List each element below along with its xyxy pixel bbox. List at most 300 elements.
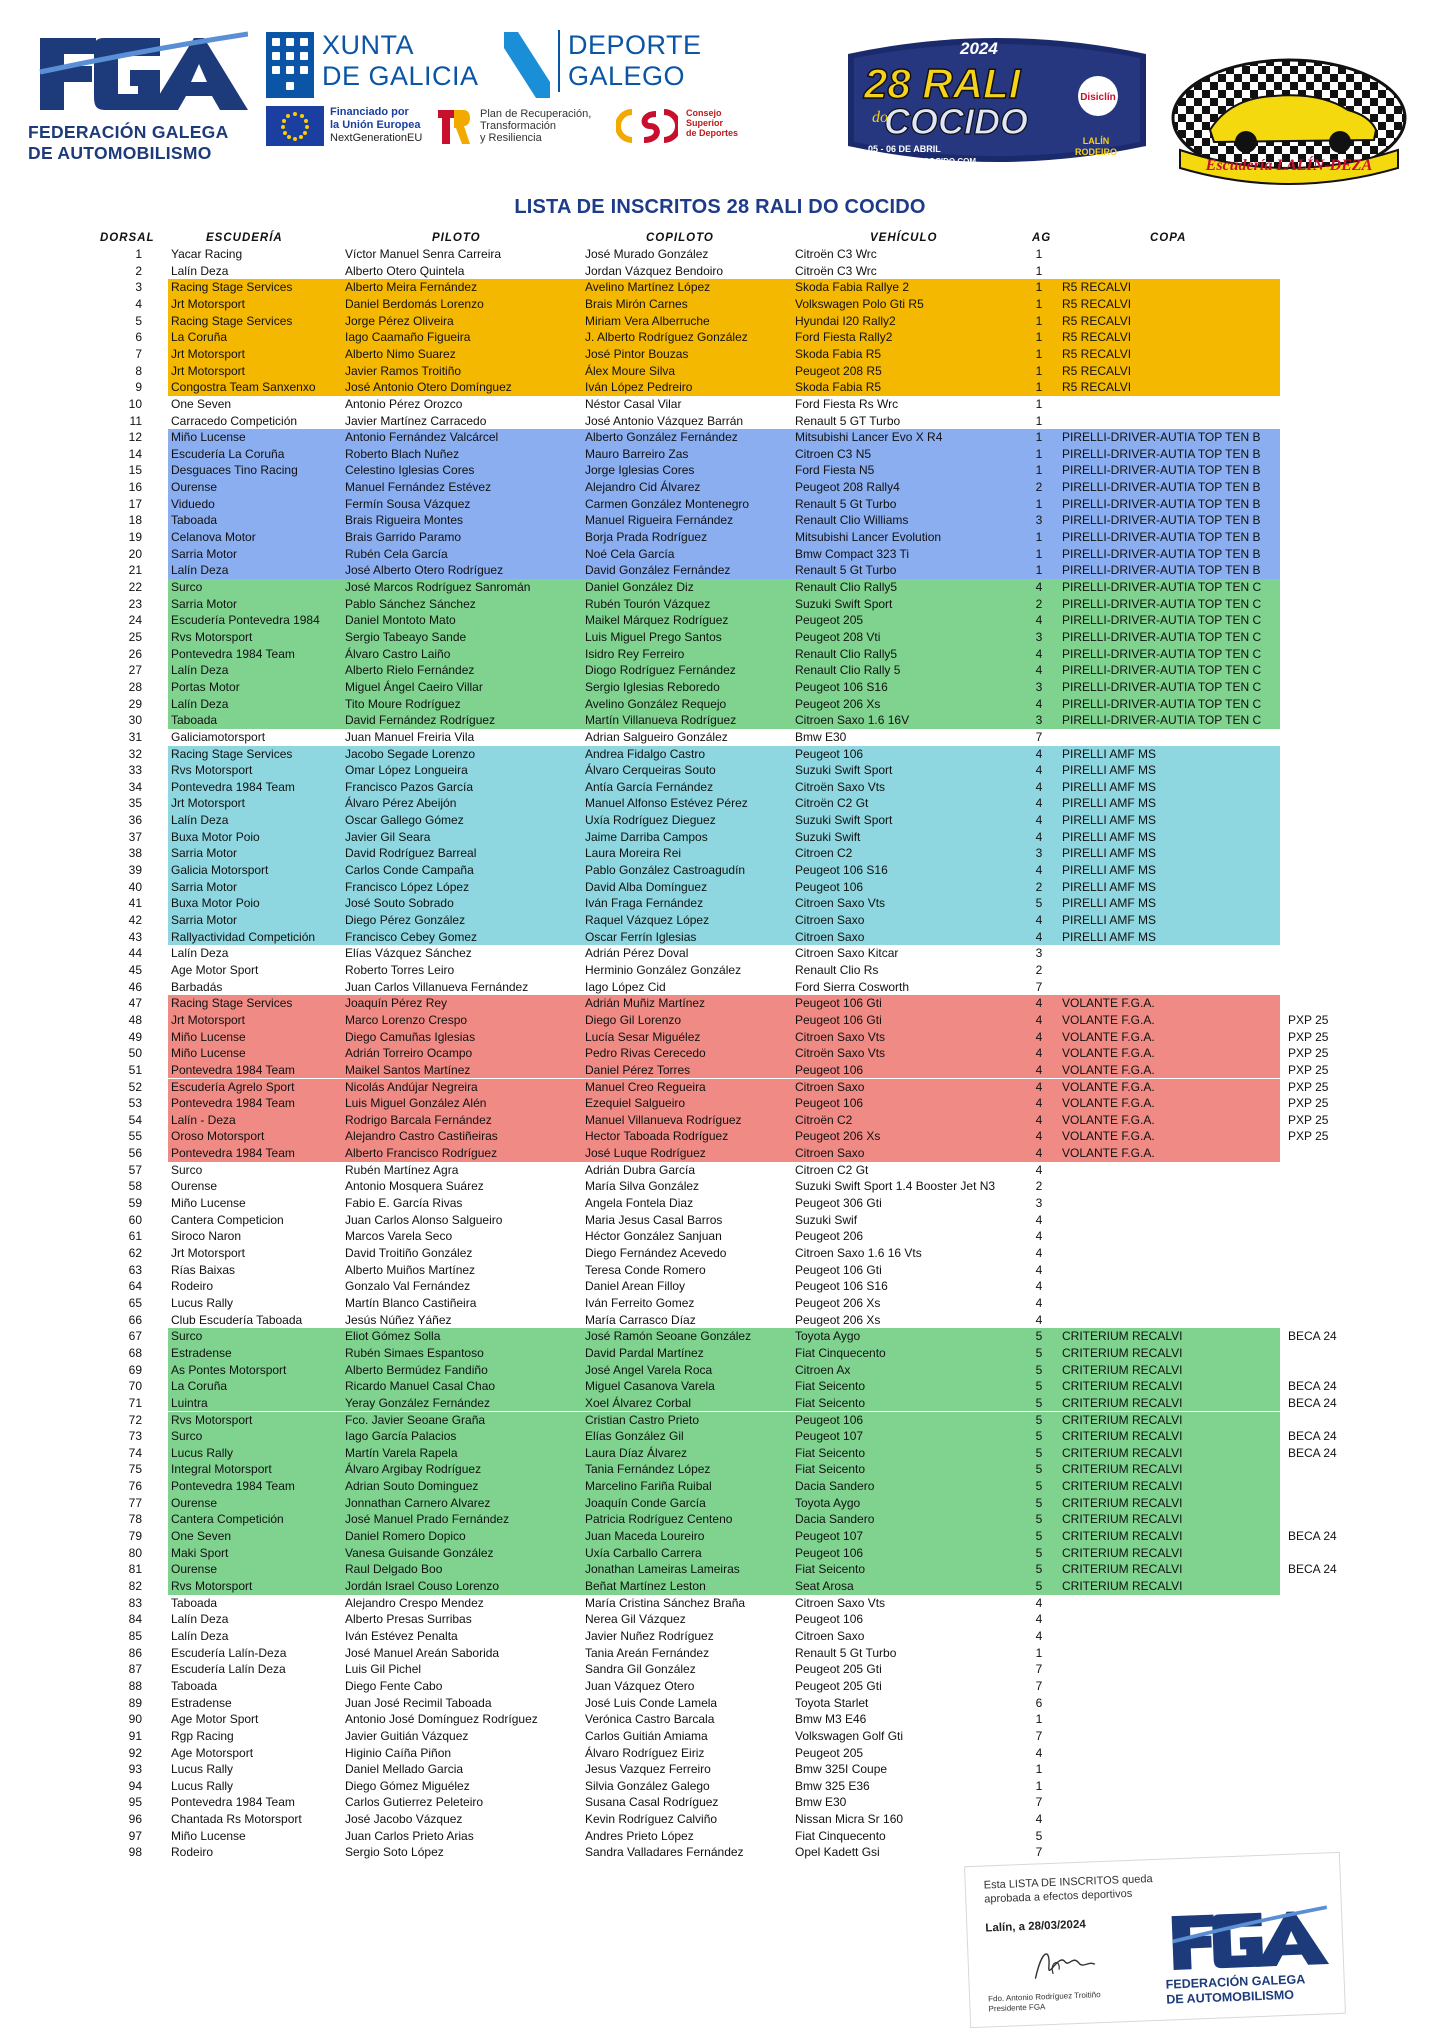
cell-dorsal: 58 — [128, 1179, 142, 1194]
cell-vehiculo: Fiat Seicento — [795, 1379, 866, 1394]
cell-escuderia: Portas Motor — [171, 679, 240, 694]
cell-piloto: David Troitiño González — [345, 1246, 473, 1260]
cell-vehiculo: Volkswagen Polo Gti R5 — [795, 296, 924, 311]
cell-ag: 1 — [1035, 413, 1043, 428]
cell-piloto: Francisco Pazos García — [345, 779, 474, 794]
cell-copiloto: Avelino Martínez López — [585, 280, 711, 295]
cell-copiloto: Laura Díaz Álvarez — [585, 1445, 688, 1460]
cell-escuderia: Pontevedra 1984 Team — [171, 646, 295, 661]
cell-copa: CRITERIUM RECALVI — [1062, 1429, 1183, 1444]
cell-copa: VOLANTE F.G.A. — [1062, 1146, 1155, 1161]
cell-vehiculo: Bmw Compact 323 Ti — [795, 546, 910, 561]
cell-copiloto: Álvaro Rodríguez Eiriz — [585, 1745, 705, 1760]
cell-dorsal: 30 — [128, 713, 142, 728]
cell-copiloto: Tania Areán Fernández — [585, 1645, 710, 1660]
table-row — [0, 829, 1440, 846]
cell-escuderia: Lalín Deza — [171, 263, 229, 278]
table-row — [0, 1395, 1440, 1412]
cell-copiloto: Carmen González Montenegro — [585, 496, 750, 511]
cell-piloto: Iván Estévez Penalta — [345, 1628, 458, 1643]
cell-escuderia: Congostra Team Sanxenxo — [171, 380, 316, 395]
cell-vehiculo: Peugeot 206 Xs — [795, 1312, 881, 1327]
cell-escuderia: Pontevedra 1984 Team — [171, 1479, 295, 1494]
cell-copa: CRITERIUM RECALVI — [1062, 1329, 1183, 1344]
cell-dorsal: 12 — [128, 430, 142, 445]
cell-ag: 4 — [1035, 1229, 1043, 1244]
cell-copiloto: Cristian Castro Prieto — [585, 1412, 700, 1427]
table-row — [0, 1745, 1440, 1762]
cell-vehiculo: Bmw 325 E36 — [795, 1778, 870, 1793]
cell-escuderia: Rvs Motorsport — [171, 1579, 253, 1593]
cell-dorsal: 1 — [135, 247, 142, 261]
cell-dorsal: 54 — [128, 1112, 142, 1127]
cell-dorsal: 63 — [128, 1262, 142, 1277]
cell-ag: 4 — [1035, 646, 1043, 661]
cell-vehiculo: Suzuki Swift Sport 1.4 Booster Jet N3 — [795, 1179, 996, 1194]
cell-ag: 3 — [1035, 846, 1043, 861]
cell-extra: BECA 24 — [1288, 1562, 1337, 1577]
cell-vehiculo: Renault Clio Williams — [795, 513, 909, 528]
cell-vehiculo: Peugeot 107 — [795, 1529, 864, 1544]
table-row — [0, 1012, 1440, 1029]
xunta-logo-block — [266, 30, 766, 150]
cell-ag: 4 — [1035, 663, 1043, 678]
cell-escuderia: Sarria Motor — [171, 913, 238, 927]
table-row — [0, 746, 1440, 763]
cell-piloto: Francisco Cebey Gomez — [345, 929, 478, 944]
cell-escuderia: Lucus Rally — [171, 1295, 234, 1310]
cell-piloto: Nicolás Andújar Negreira — [345, 1079, 478, 1094]
cell-piloto: Omar López Longueira — [345, 763, 468, 778]
cell-vehiculo: Peugeot 106 — [795, 746, 864, 761]
rali-sponsor: Disiclín — [1080, 92, 1116, 103]
cell-dorsal: 76 — [128, 1479, 142, 1494]
cell-dorsal: 92 — [128, 1745, 142, 1760]
cell-dorsal: 91 — [128, 1728, 142, 1743]
cell-ag: 4 — [1035, 829, 1043, 844]
cell-dorsal: 36 — [128, 813, 142, 828]
cell-vehiculo: Citroen Saxo — [795, 1146, 865, 1161]
cell-copiloto: Diego Fernández Acevedo — [585, 1246, 727, 1260]
cell-dorsal: 32 — [128, 746, 142, 761]
cell-vehiculo: Peugeot 106 S16 — [795, 863, 888, 878]
table-row — [0, 413, 1440, 430]
table-row — [0, 379, 1440, 396]
cell-vehiculo: Ford Fiesta N5 — [795, 463, 875, 478]
cell-vehiculo: Nissan Micra Sr 160 — [795, 1812, 904, 1827]
cell-escuderia: Escudería Lalín Deza — [171, 1662, 286, 1677]
cell-piloto: Oscar Gallego Gómez — [345, 813, 464, 828]
cell-escuderia: Desguaces Tino Racing — [171, 463, 298, 478]
cell-copa: VOLANTE F.G.A. — [1062, 996, 1155, 1011]
table-row — [0, 596, 1440, 613]
table-row — [0, 629, 1440, 646]
table-row — [0, 1079, 1440, 1096]
cell-copiloto: Jordan Vázquez Bendoiro — [585, 263, 724, 278]
cell-copiloto: Adrian Salgueiro González — [585, 729, 728, 744]
stamp-fga-line1: FEDERACIÓN GALEGA — [1165, 1972, 1306, 1992]
cell-copiloto: Carlos Guitián Amiama — [585, 1728, 708, 1743]
table-row — [0, 1195, 1440, 1212]
cell-vehiculo: Suzuki Swif — [795, 1212, 858, 1227]
cell-piloto: David Rodríguez Barreal — [345, 846, 477, 861]
cell-copa: PIRELLI-DRIVER-AUTIA TOP TEN C — [1062, 696, 1262, 711]
cell-ag: 5 — [1035, 1529, 1043, 1544]
cell-vehiculo: Suzuki Swift Sport — [795, 596, 893, 611]
cell-escuderia: Yacar Racing — [171, 247, 243, 261]
cell-dorsal: 34 — [128, 779, 142, 794]
cell-ag: 1 — [1035, 296, 1043, 311]
cell-vehiculo: Citroen Saxo 1.6 16 Vts — [795, 1246, 922, 1260]
cell-copiloto: Teresa Conde Romero — [585, 1262, 706, 1277]
cell-piloto: Tito Moure Rodríguez — [345, 696, 461, 711]
table-row — [0, 1578, 1440, 1595]
cell-piloto: Daniel Mellado Garcia — [345, 1762, 464, 1777]
cell-escuderia: Pontevedra 1984 Team — [171, 1795, 295, 1810]
cell-ag: 5 — [1035, 1579, 1043, 1593]
cell-dorsal: 41 — [128, 896, 142, 911]
cell-escuderia: Surco — [171, 1329, 203, 1344]
cell-escuderia: Surco — [171, 1429, 203, 1444]
cell-ag: 4 — [1035, 796, 1043, 811]
cell-piloto: Fabio E. García Rivas — [345, 1196, 463, 1211]
cell-copa: R5 RECALVI — [1062, 330, 1132, 345]
rali-place2: RODEIRO — [1074, 147, 1118, 157]
cell-copa: PIRELLI AMF MS — [1062, 746, 1157, 761]
cell-copa: R5 RECALVI — [1062, 380, 1132, 395]
cell-escuderia: Surco — [171, 1162, 203, 1177]
cell-escuderia: La Coruña — [171, 330, 228, 345]
cell-dorsal: 55 — [128, 1129, 142, 1144]
cell-escuderia: Taboada — [171, 513, 218, 528]
cell-piloto: Jesús Núñez Yáñez — [345, 1312, 452, 1327]
table-row — [0, 1628, 1440, 1645]
cell-extra: BECA 24 — [1288, 1429, 1337, 1444]
cell-dorsal: 68 — [128, 1345, 142, 1360]
cell-escuderia: Oroso Motorsport — [171, 1129, 265, 1144]
cell-vehiculo: Renault Clio Rs — [795, 962, 879, 977]
cell-ag: 4 — [1035, 813, 1043, 828]
cell-piloto: Alberto Meira Fernández — [345, 280, 478, 295]
cell-vehiculo: Toyota Starlet — [795, 1695, 869, 1710]
prtr-line2: Transformación — [480, 120, 557, 132]
cell-ag: 5 — [1035, 1828, 1043, 1843]
cell-copiloto: Daniel Arean Filloy — [585, 1279, 686, 1294]
cell-escuderia: Age Motor Sport — [171, 962, 259, 977]
cell-ag: 4 — [1035, 1295, 1043, 1310]
cell-ag: 1 — [1035, 1762, 1043, 1777]
cell-ag: 2 — [1035, 596, 1043, 611]
table-row — [0, 1794, 1440, 1811]
table-row — [0, 1561, 1440, 1578]
cell-escuderia: Jrt Motorsport — [171, 346, 246, 361]
cell-copiloto: Joaquín Conde García — [585, 1495, 706, 1510]
cell-copa: PIRELLI-DRIVER-AUTIA TOP TEN B — [1062, 496, 1261, 511]
cell-ag: 4 — [1035, 929, 1043, 944]
cell-piloto: Antonio José Domínguez Rodríguez — [345, 1712, 538, 1727]
cell-copiloto: Noé Cela García — [585, 546, 675, 561]
cell-vehiculo: Ford Sierra Cosworth — [795, 979, 910, 994]
cell-vehiculo: Skoda Fabia Rallye 2 — [795, 280, 910, 295]
cell-vehiculo: Mitsubishi Lancer Evo X R4 — [795, 430, 943, 445]
table-row — [0, 1728, 1440, 1745]
cell-escuderia: Barbadás — [171, 979, 223, 994]
cell-escuderia: Taboada — [171, 1595, 218, 1610]
cell-escuderia: Racing Stage Services — [171, 280, 293, 295]
cell-escuderia: Lalín Deza — [171, 696, 229, 711]
cell-piloto: Marco Lorenzo Crespo — [345, 1012, 468, 1027]
cell-dorsal: 4 — [135, 296, 142, 311]
cell-piloto: Juan Carlos Prieto Arias — [345, 1828, 474, 1843]
table-row — [0, 446, 1440, 463]
cell-copiloto: Maria Jesus Casal Barros — [585, 1212, 723, 1227]
cell-escuderia: Jrt Motorsport — [171, 296, 246, 311]
cell-copiloto: Manuel Villanueva Rodríguez — [585, 1112, 742, 1127]
cell-copa: PIRELLI AMF MS — [1062, 763, 1157, 778]
table-row — [0, 696, 1440, 713]
cell-copiloto: José Antonio Vázquez Barrán — [585, 413, 744, 428]
cell-copa: PIRELLI-DRIVER-AUTIA TOP TEN B — [1062, 463, 1261, 478]
cell-escuderia: Lalín - Deza — [171, 1112, 236, 1127]
table-row — [0, 1362, 1440, 1379]
table-row — [0, 1695, 1440, 1712]
cell-ag: 4 — [1035, 763, 1043, 778]
cell-piloto: Álvaro Pérez Abeijón — [345, 796, 457, 811]
cell-piloto: Roberto Blach Nuñez — [345, 446, 460, 461]
cell-copiloto: Pedro Rivas Cerecedo — [585, 1046, 706, 1061]
cell-vehiculo: Skoda Fabia R5 — [795, 346, 882, 361]
cell-ag: 5 — [1035, 1462, 1043, 1477]
cell-piloto: Elías Vázquez Sánchez — [345, 946, 472, 961]
cell-piloto: Daniel Montoto Mato — [345, 613, 456, 628]
cell-copiloto: Andres Prieto López — [585, 1828, 694, 1843]
cell-escuderia: Integral Motorsport — [171, 1462, 272, 1477]
cell-escuderia: Siroco Naron — [171, 1229, 242, 1244]
cell-copiloto: Sergio Iglesias Reboredo — [585, 679, 720, 694]
table-row — [0, 1461, 1440, 1478]
cell-piloto: Raul Delgado Boo — [345, 1562, 443, 1577]
cell-piloto: Juan Carlos Villanueva Fernández — [345, 979, 529, 994]
cell-escuderia: Jrt Motorsport — [171, 796, 246, 811]
stamp-fga-line2: DE AUTOMOBILISMO — [1166, 1987, 1295, 2007]
cell-dorsal: 70 — [128, 1379, 142, 1394]
cell-escuderia: Ourense — [171, 1562, 218, 1577]
table-row — [0, 945, 1440, 962]
cell-escuderia: Lalín Deza — [171, 813, 229, 828]
cell-dorsal: 69 — [128, 1362, 142, 1377]
cell-ag: 4 — [1035, 996, 1043, 1011]
table-row — [0, 363, 1440, 380]
cell-ag: 4 — [1035, 1162, 1043, 1177]
cell-copiloto: Martín Villanueva Rodríguez — [585, 713, 737, 728]
cell-copiloto: José Ramón Seoane González — [585, 1329, 752, 1344]
cell-ag: 1 — [1035, 430, 1043, 445]
cell-copiloto: Raquel Vázquez López — [585, 913, 710, 927]
rali-year: 2024 — [960, 39, 998, 58]
table-row — [0, 1095, 1440, 1112]
col-header-dorsal: DORSAL — [100, 232, 155, 244]
cell-extra: PXP 25 — [1288, 1129, 1329, 1144]
cell-escuderia: Sarria Motor — [171, 546, 238, 561]
cell-ag: 3 — [1035, 679, 1043, 694]
table-row — [0, 579, 1440, 596]
cell-piloto: Alberto Bermúdez Fandiño — [345, 1362, 488, 1377]
rali-place1: LALÍN — [1082, 136, 1110, 146]
cell-ag: 5 — [1035, 1479, 1043, 1494]
cell-copiloto: José Angel Varela Roca — [585, 1362, 713, 1377]
table-row — [0, 1661, 1440, 1678]
cell-vehiculo: Suzuki Swift Sport — [795, 763, 893, 778]
cell-vehiculo: Peugeot 107 — [795, 1429, 864, 1444]
table-row — [0, 1128, 1440, 1145]
cell-piloto: Ricardo Manuel Casal Chao — [345, 1379, 496, 1394]
cell-piloto: Adrian Souto Dominguez — [345, 1479, 479, 1494]
col-header-piloto: PILOTO — [432, 232, 481, 244]
cell-ag: 7 — [1035, 1728, 1043, 1743]
cell-copiloto: Diogo Rodríguez Fernández — [585, 663, 736, 678]
cell-escuderia: Rallyactividad Competición — [171, 929, 316, 944]
cell-dorsal: 8 — [135, 363, 142, 378]
cell-vehiculo: Peugeot 106 Gti — [795, 996, 882, 1011]
table-row — [0, 612, 1440, 629]
cell-copiloto: Xoel Álvarez Corbal — [585, 1395, 692, 1410]
cell-escuderia: Racing Stage Services — [171, 996, 293, 1011]
cell-ag: 1 — [1035, 280, 1043, 295]
cell-escuderia: Lucus Rally — [171, 1778, 234, 1793]
cell-dorsal: 74 — [128, 1445, 142, 1460]
cell-dorsal: 73 — [128, 1429, 142, 1444]
cell-escuderia: Carracedo Competición — [171, 413, 298, 428]
cell-piloto: Brais Rigueira Montes — [345, 513, 464, 528]
cell-ag: 1 — [1035, 446, 1043, 461]
cell-escuderia: Lalín Deza — [171, 563, 229, 578]
cell-copa: PIRELLI-DRIVER-AUTIA TOP TEN C — [1062, 613, 1262, 628]
cell-ag: 4 — [1035, 613, 1043, 628]
cell-extra: BECA 24 — [1288, 1395, 1337, 1410]
cell-vehiculo: Renault 5 Gt Turbo — [795, 563, 897, 578]
cell-escuderia: Cantera Competición — [171, 1512, 284, 1527]
cell-escuderia: Lucus Rally — [171, 1762, 234, 1777]
cell-dorsal: 81 — [128, 1562, 142, 1577]
table-row — [0, 1228, 1440, 1245]
cell-piloto: Juan Manuel Freiria Vila — [345, 729, 475, 744]
cell-dorsal: 2 — [135, 263, 142, 278]
table-row — [0, 962, 1440, 979]
cell-dorsal: 29 — [128, 696, 142, 711]
cell-vehiculo: Peugeot 306 Gti — [795, 1196, 882, 1211]
cell-dorsal: 96 — [128, 1812, 142, 1827]
cell-dorsal: 49 — [128, 1029, 142, 1044]
cell-copa: CRITERIUM RECALVI — [1062, 1395, 1183, 1410]
stamp-signer-role: Presidente FGA — [988, 2002, 1046, 2014]
cell-dorsal: 83 — [128, 1595, 142, 1610]
cell-copiloto: Jorge Iglesias Cores — [585, 463, 695, 478]
cell-escuderia: Rodeiro — [171, 1279, 214, 1294]
table-row — [0, 995, 1440, 1012]
cell-piloto: Roberto Torres Leiro — [345, 962, 455, 977]
cell-vehiculo: Peugeot 208 Rally4 — [795, 480, 900, 495]
cell-vehiculo: Citroen Ax — [795, 1362, 851, 1377]
cell-ag: 5 — [1035, 1395, 1043, 1410]
cell-dorsal: 45 — [128, 962, 142, 977]
cell-dorsal: 43 — [128, 929, 142, 944]
cell-copiloto: Iván Fraga Fernández — [585, 896, 704, 911]
cell-extra: PXP 25 — [1288, 1062, 1329, 1077]
cell-escuderia: Pontevedra 1984 Team — [171, 1096, 295, 1111]
cell-vehiculo: Peugeot 106 — [795, 1612, 864, 1627]
cell-dorsal: 75 — [128, 1462, 142, 1477]
cell-escuderia: Rvs Motorsport — [171, 1412, 253, 1427]
cell-extra: PXP 25 — [1288, 1079, 1329, 1094]
col-header-ag: AG — [1032, 232, 1052, 244]
cell-copiloto: María Silva González — [585, 1179, 700, 1194]
table-row — [0, 296, 1440, 313]
cell-piloto: Alberto Nimo Suarez — [345, 346, 456, 361]
cell-escuderia: Lalín Deza — [171, 663, 229, 678]
cell-copa: CRITERIUM RECALVI — [1062, 1445, 1183, 1460]
cell-escuderia: Pontevedra 1984 Team — [171, 779, 295, 794]
table-row — [0, 529, 1440, 546]
cell-dorsal: 85 — [128, 1628, 142, 1643]
prtr-logo-icon — [436, 106, 472, 146]
cell-copiloto: Javier Nuñez Rodríguez — [585, 1628, 714, 1643]
cell-escuderia: Club Escudería Taboada — [171, 1312, 303, 1327]
cell-dorsal: 78 — [128, 1512, 142, 1527]
cell-copiloto: Iago López Cid — [585, 979, 666, 994]
cell-ag: 5 — [1035, 1445, 1043, 1460]
cell-copiloto: María Cristina Sánchez Braña — [585, 1595, 746, 1610]
eu-line2: la Unión Europea — [330, 119, 421, 131]
cell-copiloto: Sandra Gil González — [585, 1662, 696, 1677]
table-row — [0, 879, 1440, 896]
table-row — [0, 1112, 1440, 1129]
cell-copa: VOLANTE F.G.A. — [1062, 1029, 1155, 1044]
cell-copa: PIRELLI-DRIVER-AUTIA TOP TEN C — [1062, 580, 1262, 594]
table-row — [0, 1328, 1440, 1345]
col-header-vehiculo: VEHÍCULO — [870, 232, 938, 244]
cell-ag: 3 — [1035, 513, 1043, 528]
cell-extra: BECA 24 — [1288, 1445, 1337, 1460]
cell-ag: 4 — [1035, 696, 1043, 711]
cell-copa: PIRELLI AMF MS — [1062, 863, 1157, 878]
cell-copiloto: Álex Moure Silva — [585, 363, 676, 378]
cell-escuderia: Maki Sport — [171, 1545, 229, 1560]
cell-escuderia: Sarria Motor — [171, 596, 238, 611]
cell-vehiculo: Peugeot 208 Vti — [795, 629, 881, 644]
cell-vehiculo: Fiat Seicento — [795, 1562, 866, 1577]
table-row — [0, 1262, 1440, 1279]
cell-copiloto: Rubén Tourón Vázquez — [585, 596, 711, 611]
cell-copiloto: Susana Casal Rodríguez — [585, 1795, 719, 1810]
galicia-flag-icon — [504, 32, 550, 98]
cell-extra: BECA 24 — [1288, 1329, 1337, 1344]
cell-copiloto: Ezequiel Salgueiro — [585, 1096, 686, 1111]
csd-line2: Superior — [686, 118, 724, 128]
cell-vehiculo: Citroen Saxo Vts — [795, 1029, 886, 1044]
cell-dorsal: 95 — [128, 1795, 142, 1810]
cell-vehiculo: Citroen C2 Gt — [795, 1162, 869, 1177]
cell-escuderia: Rodeiro — [171, 1845, 214, 1860]
cell-piloto: Maikel Santos Martínez — [345, 1062, 471, 1077]
cell-copiloto: Patricia Rodríguez Centeno — [585, 1512, 733, 1527]
cell-vehiculo: Suzuki Swift — [795, 829, 861, 844]
table-row — [0, 1678, 1440, 1695]
cell-piloto: Fco. Javier Seoane Graña — [345, 1412, 486, 1427]
table-row — [0, 1412, 1440, 1429]
cell-dorsal: 98 — [128, 1845, 142, 1860]
cell-piloto: José Antonio Otero Domínguez — [345, 380, 512, 395]
table-row — [0, 1029, 1440, 1046]
